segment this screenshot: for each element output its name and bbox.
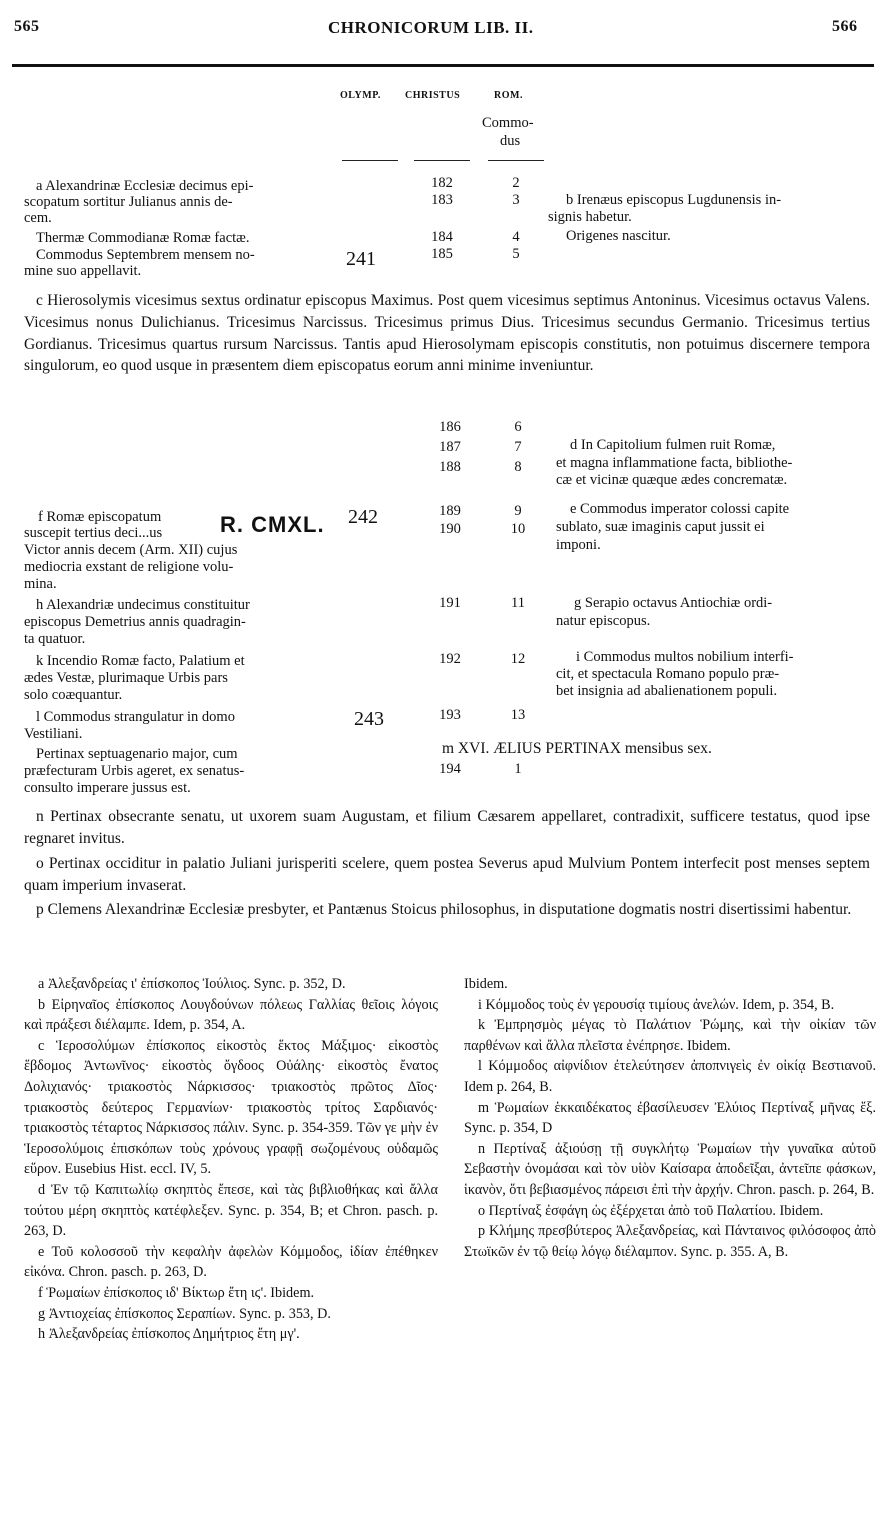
entry-f-line4: mediocria exstant de religione volu- bbox=[24, 559, 234, 575]
footnote-h-continuation: Ibidem. bbox=[464, 976, 508, 992]
running-title: CHRONICORUM LIB. II. bbox=[328, 18, 534, 37]
rom-6: 6 bbox=[514, 419, 522, 435]
entry-e-line1: e Commodus imperator colossi capite bbox=[570, 501, 790, 517]
rom-8: 8 bbox=[514, 459, 522, 475]
entry-m-pertinax: m XVI. ÆLIUS PERTINAX mensibus sex. bbox=[442, 740, 712, 757]
rom-3: 3 bbox=[512, 192, 520, 208]
paragraph-n: n Pertinax obsecrante senatu, ut uxorem suam Augustam, et filium Cæsarem appellaret, contradixit, sufficere testatus, quod ipse regnaret invitus. bbox=[24, 808, 870, 847]
entry-h-line2: episcopus Demetrius annis quadragin- bbox=[24, 614, 246, 630]
footnote-k-greek: k Ἐμπρησμὸς μέγας τὸ Παλάτιον Ῥώμης, καὶ τὴν οἰκίαν τῶν παρθένων καὶ ἄλλα πλεῖστα ἐνέπρησε. Ibidem. bbox=[464, 1017, 876, 1054]
footnote-d-greek: d Ἐν τῷ Καπιτωλίῳ σκηπτὸς ἔπεσε, καὶ τὰς βιβλιοθήκας καὶ ἄλλα τούτου μέρη σκηπτὸς κατέφλεξεν. Sync. p. 354, B; et Chron. pasch. p. 263, D. bbox=[24, 1181, 438, 1240]
christus-192: 192 bbox=[439, 651, 461, 667]
olymp-243: 243 bbox=[354, 708, 384, 730]
footnote-n-greek: n Περτίναξ ἀξιούσῃ τῇ συγκλήτῳ Ῥωμαίων τὴν γυναῖκα αὐτοῦ Σεβαστὴν ὀνομάσαι καὶ τὸν υἱὸν Καίσαρα ἀποδεῖξαι, ἀντεῖπε φάσκων, ἱκανὸν, ὅτι βεβιασμένος πάρεισι ἐπὶ τὴν ἀρχήν. Chron. pasch. p. 264, B. bbox=[464, 1140, 876, 1198]
entry-b-line1: b Irenæus episcopus Lugdunensis in- bbox=[566, 192, 782, 208]
entry-k-line2: ædes Vestæ, plurimaque Urbis pars bbox=[24, 670, 228, 686]
entry-september-1: Commodus Septembrem mensem no- bbox=[36, 247, 255, 263]
entry-thermae: Thermæ Commodianæ Romæ factæ. bbox=[36, 230, 250, 246]
entry-g-line2: natur episcopus. bbox=[556, 613, 651, 629]
christus-186: 186 bbox=[439, 419, 461, 435]
header-rule bbox=[12, 64, 874, 67]
rom-12: 12 bbox=[510, 651, 526, 667]
entry-a-line2: scopatum sortitur Julianus annis de- bbox=[24, 194, 233, 210]
christus-194: 194 bbox=[439, 761, 461, 777]
christus-184: 184 bbox=[431, 229, 453, 245]
rom-2: 2 bbox=[512, 175, 520, 191]
christus-191: 191 bbox=[439, 595, 461, 611]
entry-f-line2: suscepit tertius deci...us bbox=[24, 525, 163, 541]
entry-d-line3: cæ et vicinæ quæque ædes concrematæ. bbox=[556, 472, 788, 488]
footnote-g-greek: g Ἀντιοχείας ἐπίσκοπος Σεραπίων. Sync. p. 353, D. bbox=[38, 1305, 331, 1322]
footnotes-right-column bbox=[464, 974, 876, 1262]
entry-g-line1: g Serapio octavus Antiochiæ ordi- bbox=[574, 595, 773, 611]
entry-d-line1: d In Capitolium fulmen ruit Romæ, bbox=[570, 437, 776, 453]
rom-9: 9 bbox=[514, 503, 522, 519]
christus-182: 182 bbox=[431, 175, 453, 191]
christus-187: 187 bbox=[439, 439, 461, 455]
entry-l-line1: l Commodus strangulatur in domo bbox=[36, 709, 235, 725]
col-emperor-header-1: Commo- bbox=[482, 115, 534, 131]
rom-11: 11 bbox=[511, 595, 525, 611]
entry-l-line2: Vestiliani. bbox=[24, 726, 83, 742]
christus-188: 188 bbox=[439, 459, 461, 475]
rom-13: 13 bbox=[510, 707, 526, 723]
entry-h-line1: h Alexandriæ undecimus constituitur bbox=[36, 597, 250, 613]
rom-4: 4 bbox=[512, 229, 520, 245]
entry-f-line5: mina. bbox=[24, 576, 57, 592]
entry-pertinax-line3: consulto imperare jussus est. bbox=[24, 780, 191, 796]
entry-i-line1: i Commodus multos nobilium interfi- bbox=[576, 649, 794, 665]
entry-e-line3: imponi. bbox=[556, 537, 601, 553]
entry-k-line3: solo coæquantur. bbox=[24, 687, 123, 703]
entry-b-line2: signis habetur. bbox=[548, 209, 632, 225]
entry-i-line2: cit, et spectacula Romano populo præ- bbox=[556, 666, 780, 682]
entry-d-line2: et magna inflammatione facta, bibliothe- bbox=[556, 455, 793, 471]
footnotes-left-column bbox=[24, 974, 438, 1345]
entry-e-line2: sublato, suæ imaginis caput jussit ei bbox=[556, 519, 765, 535]
christus-193: 193 bbox=[439, 707, 461, 723]
footnote-h-greek: h Ἀλεξανδρείας ἐπίσκοπος Δημήτριος ἔτη μγ'. bbox=[38, 1326, 300, 1343]
christus-189: 189 bbox=[439, 503, 461, 519]
entry-september-2: mine suo appellavit. bbox=[24, 263, 142, 279]
entry-a-line3: cem. bbox=[24, 210, 52, 226]
footnote-m-greek: m Ῥωμαίων ἑκκαιδέκατος ἐβασίλευσεν Ἐλύιος Περτίναξ μῆνας ἕξ. Sync. p. 354, D bbox=[464, 1099, 876, 1137]
col-rule-rom bbox=[488, 160, 544, 161]
entry-origenes: Origenes nascitur. bbox=[566, 228, 671, 244]
footnote-b-greek: b Εἰρηναῖος ἐπίσκοπος Λουγδούνων πόλεως Γαλλίας θεῖοις λόγοις καὶ πράξεσι διέλαμπε. Idem, p. 354, A. bbox=[24, 996, 438, 1034]
entry-f-line3: Victor annis decem (Arm. XII) cujus bbox=[24, 542, 238, 558]
right-page-number: 566 bbox=[832, 18, 858, 35]
footnote-f-greek: f Ῥωμαίων ἐπίσκοπος ιδ' Βίκτωρ ἔτη ιϛ'. Ibidem. bbox=[38, 1284, 315, 1301]
col-rom-header: ROM. bbox=[494, 90, 523, 101]
col-rule-olymp bbox=[342, 160, 398, 161]
olymp-242: 242 bbox=[348, 506, 378, 528]
entry-f-line1: f Romæ episcopatum bbox=[38, 509, 162, 525]
entry-a-line1: a Alexandrinæ Ecclesiæ decimus epi- bbox=[36, 178, 254, 194]
pertinax-rom-1: 1 bbox=[514, 761, 522, 777]
col-christus-header: CHRISTUS bbox=[405, 90, 461, 101]
footnote-a-greek: a Ἀλεξανδρείας ι' ἐπίσκοπος Ἰούλιος. Sync. p. 352, D. bbox=[38, 976, 346, 992]
footnote-l-greek: l Κόμμοδος αἰφνίδιον ἐτελεύτησεν ἀποπνιγεὶς ἐν οἰκίᾳ Βεστιανοῦ. Idem p. 264, B. bbox=[464, 1058, 876, 1095]
christus-190: 190 bbox=[439, 521, 461, 537]
christus-185: 185 bbox=[431, 246, 453, 262]
col-olymp-header: OLYMP. bbox=[340, 90, 381, 101]
rom-7: 7 bbox=[514, 439, 522, 455]
entry-pertinax-line1: Pertinax septuagenario major, cum bbox=[36, 746, 238, 762]
col-rule-christus bbox=[414, 160, 470, 161]
paragraph-p: p Clemens Alexandrinæ Ecclesiæ presbyter, et Pantænus Stoicus philosophus, in disputatione dogmatis nostri disertissimi habentur. bbox=[36, 901, 852, 918]
rom-10: 10 bbox=[510, 521, 526, 537]
christus-183: 183 bbox=[431, 192, 453, 208]
footnote-e-greek: e Τοῦ κολοσσοῦ τὴν κεφαλὴν ἀφελὼν Κόμμοδος, ἰδίαν ἐπέθηκεν εἰκόνα. Chron. pasch. p. 263, D. bbox=[24, 1243, 438, 1281]
entry-i-line3: bet insignia ad abalienationem populi. bbox=[556, 683, 778, 699]
footnote-p-greek: p Κλήμης πρεσβύτερος Ἀλεξανδρείας, καὶ Πάνταινος φιλόσοφος ἀπὸ Στωϊκῶν ἐν τῷ θείῳ λόγῳ διέλαμπον. Sync. p. 355. A, B. bbox=[464, 1223, 876, 1260]
footnote-c-greek: c Ἱεροσολύμων ἐπίσκοπος εἰκοστὸς ἕκτος Μάξιμος· εἰκοστὸς ἕβδομος Ἀντωνῖνος· εἰκοστὸς ὄγδοος Οὐάλης· εἰκοστὸς ἔνατος Δολιχιανός· τριακοστὸς Νάρκισσος· τριακοστὸς πρῶτος Δῖος· τριακοστὸς δεύτερος Γερμανίων· τριακοστὸς τρίτος Σαρδιανός· τριακοστὸς τέταρτος Νάρκισσος πάλιν. Sync. p. 354-359. Τῶν γε μὴν ἐν Ἱεροσολύμοις ἐπισκόπων τοὺς χρόνους γραφῇ σωζομένους οὐδαμῶς εὕρον. Eusebius Hist. eccl. IV, 5. bbox=[24, 1037, 438, 1178]
footnote-o-greek: o Περτίναξ ἐσφάγη ὡς ἐξέρχεται ἀπὸ τοῦ Παλατίου. Ibidem. bbox=[478, 1202, 824, 1219]
footnote-i-greek: i Κόμμοδος τοὺς ἐν γερουσίᾳ τιμίους ἀνελών. Idem, p. 354, B. bbox=[478, 996, 835, 1013]
entry-pertinax-line2: præfecturam Urbis ageret, ex senatus- bbox=[24, 763, 245, 779]
olymp-241: 241 bbox=[346, 248, 376, 270]
rom-5: 5 bbox=[512, 246, 520, 262]
library-stamp: R. CMXL. bbox=[220, 512, 325, 537]
entry-k-line1: k Incendio Romæ facto, Palatium et bbox=[36, 653, 245, 669]
paragraph-c: c Hierosolymis vicesimus sextus ordinatur episcopus Maximus. Post quem vicesimus septimus Antoninus. Vicesimus octavus Valens. Vicesimus nonus Dulichianus. Tricesimus Narcissus. Tricesimus primus Dius. Tricesimus secundus Germanio. Tricesimus tertius Gordianus. Tricesimus quartus rursum Narcissus. Tantis apud Hierosolymam episcopis constitutis, non potuimus discernere tempora singulorum, eo quod usque in præsentem diem episcopatus eorum anni minime inveniuntur. bbox=[24, 292, 870, 375]
entry-h-line3: ta quatuor. bbox=[24, 631, 86, 647]
col-emperor-header-2: dus bbox=[500, 133, 521, 149]
left-page-number: 565 bbox=[14, 18, 40, 35]
paragraph-o: o Pertinax occiditur in palatio Juliani jurisperiti scelere, quem postea Severus apud Mulvium Pontem interfecit post menses septem quam imperium invaserat. bbox=[24, 855, 870, 894]
